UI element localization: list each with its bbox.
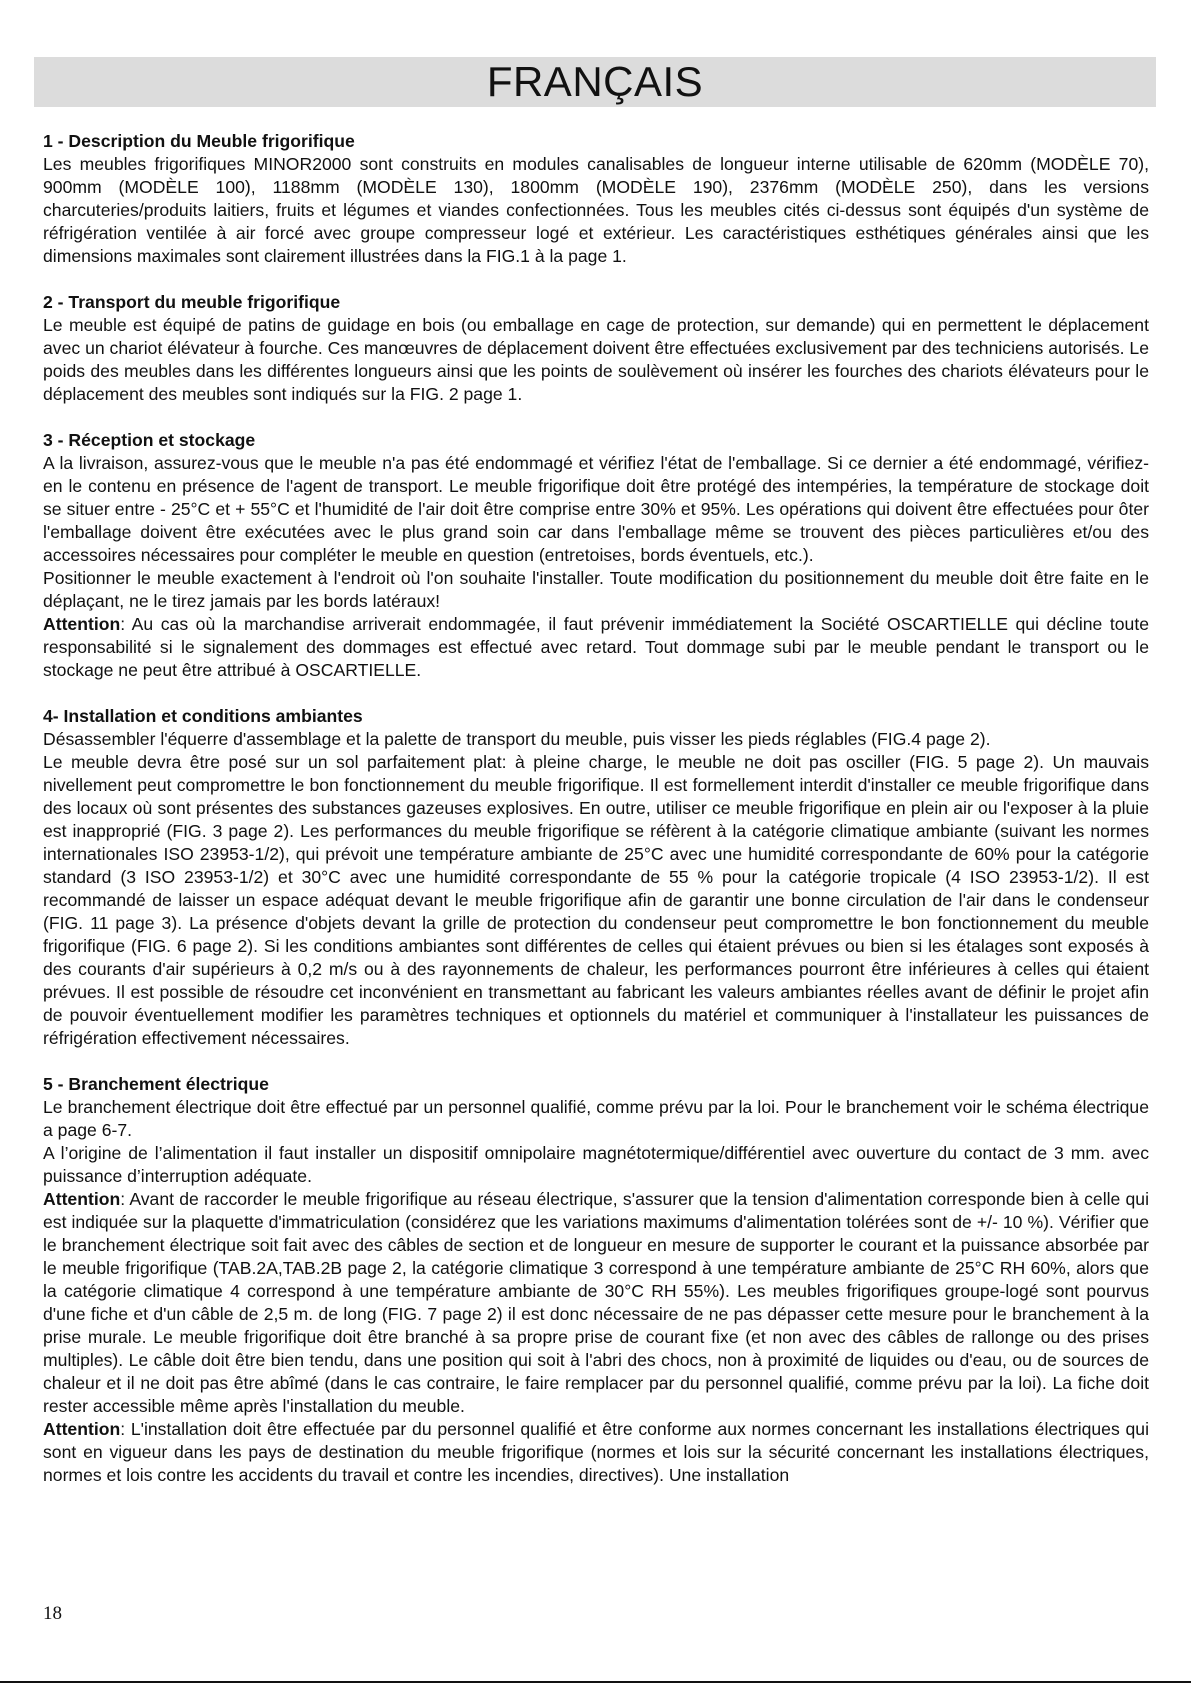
section-heading: 4- Installation et conditions ambiantes — [43, 706, 363, 726]
paragraph: Le meuble est équipé de patins de guidage en bois (ou emballage en cage de protection, sur demande) qui en permettent le déplacement avec un chariot élévateur à fourche. Ces manœuvres de déplacement doivent être effectuées exclusivement par des techniciens autorisés. Le poids des meubles dans les différentes longueurs ainsi que les points de soulèvement où insérer les fourches des chariots élévateurs pour le déplacement des meubles sont indiqués sur la FIG. 2 page 1. — [43, 315, 1149, 404]
bottom-rule — [0, 1681, 1191, 1683]
paragraph: Les meubles frigorifiques MINOR2000 sont construits en modules canalisables de longueur interne utilisable de 620mm (MODÈLE 70), 900mm (MODÈLE 100), 1188mm (MODÈLE 130), 1800mm (MODÈLE 190), 2376mm (MODÈLE 250), dans les versions charcuteries/produits laitiers, fruits et légumes et viandes confectionnées. Tous les meubles cités ci-dessus sont équipés d'un système de réfrigération ventilée à air forcé avec groupe compresseur logé et extérieur. Les caractéristiques esthétiques générales ainsi que les dimensions maximales sont clairement illustrées dans la FIG.1 à la page 1. — [43, 154, 1149, 266]
paragraph: A la livraison, assurez-vous que le meuble n'a pas été endommagé et vérifiez l'état de l'emballage. Si ce dernier a été endommagé, vérifiez-en le contenu en présence de l'agent de transport. Le meuble frigorifique doit être protégé des intempéries, la température de stockage doit se situer entre - 25°C et + 55°C et l'humidité de l'air doit être comprise entre 30% et 95%. Les opérations qui doivent être effectuées pour ôter l'emballage doivent être exécutées avec le plus grand soin car dans l'emballage même se trouvent des pièces particulières et/ou des accessoires nécessaires pour compléter le meuble en question (entretoises, bords éventuels, etc.). — [43, 453, 1149, 565]
attention-paragraph — [43, 1188, 1149, 1418]
attention-label: Attention — [43, 1189, 121, 1209]
section-electrical — [43, 1073, 1149, 1487]
page-title: FRANÇAIS — [486, 58, 704, 105]
section-heading: 3 - Réception et stockage — [43, 430, 256, 450]
section-installation — [43, 705, 1149, 1050]
attention-paragraph — [43, 613, 1149, 682]
attention-text: : Au cas où la marchandise arriverait endommagée, il faut prévenir immédiatement la Société OSCARTIELLE qui décline toute responsabilité si le signalement des dommages est effectué avec retard. Tout dommage subi par le meuble pendant le transport ou le stockage ne peut être attribué à OSCARTIELLE. — [43, 614, 1149, 680]
paragraph: Le branchement électrique doit être effectué par un personnel qualifié, comme prévu par la loi. Pour le branchement voir le schéma électrique a page 6-7. — [43, 1097, 1149, 1140]
language-banner — [34, 57, 1156, 107]
section-heading: 5 - Branchement électrique — [43, 1074, 269, 1094]
paragraph: Le meuble devra être posé sur un sol parfaitement plat: à pleine charge, le meuble ne doit pas osciller (FIG. 5 page 2). Un mauvais nivellement peut compromettre le bon fonctionnement du meuble frigorifique. Il est formellement interdit d'installer ce meuble frigorifique dans des locaux où sont présentes des substances gazeuses explosives. En outre, utiliser ce meuble frigorifique en plein air ou l'exposer à la pluie est inapproprié (FIG. 3 page 2). Les performances du meuble frigorifique se réfèrent à la catégorie climatique ambiante (suivant les normes internationales ISO 23953-1/2), qui prévoit une température ambiante de 25°C avec une humidité correspondante de 60% pour la catégorie standard (3 ISO 23953-1/2) et 30°C avec une humidité correspondante de 55 % pour la catégorie tropicale (4 ISO 23953-1/2). Il est recommandé de laisser un espace adéquat devant le meuble frigorifique afin de garantir une bonne circulation de l'air dans le condenseur (FIG. 11 page 3). La présence d'objets devant la grille de protection du condenseur peut compromettre le bon fonctionnement du meuble frigorifique (FIG. 6 page 2). Si les conditions ambiantes sont différentes de celles qui étaient prévues ou bien si les étalages sont exposés à des courants d'air supérieurs à 0,2 m/s ou à des rayonnements de chaleur, les performances pourront être inférieures à celles qui étaient prévues. Il est possible de résoudre cet inconvénient en transmettant au fabricant les valeurs ambiantes réelles avant de définir le projet afin de pouvoir éventuellement modifier les paramètres techniques et optionnels du matériel et communiquer à l'installateur les puissances de réfrigération effectivement nécessaires. — [43, 752, 1149, 1048]
section-heading: 2 - Transport du meuble frigorifique — [43, 292, 341, 312]
document-body — [43, 130, 1149, 1510]
section-reception — [43, 429, 1149, 682]
section-description — [43, 130, 1149, 268]
attention-label: Attention — [43, 1419, 121, 1439]
attention-text: : L'installation doit être effectuée par du personnel qualifié et être conforme aux normes concernant les installations électriques qui sont en vigueur dans les pays de destination du meuble frigorifique (normes et lois sur la sécurité concernant les installations électriques, normes et lois contre les accidents du travail et contre les incendies, directives). Une installation — [43, 1419, 1149, 1485]
page-number: 18 — [43, 1603, 62, 1624]
paragraph: Positionner le meuble exactement à l'endroit où l'on souhaite l'installer. Toute modification du positionnement du meuble doit être faite en le déplaçant, ne le tirez jamais par les bords latéraux! — [43, 568, 1149, 611]
paragraph: Désassembler l'équerre d'assemblage et la palette de transport du meuble, puis visser les pieds réglables (FIG.4 page 2). — [43, 729, 991, 749]
attention-text: : Avant de raccorder le meuble frigorifique au réseau électrique, s'assurer que la tension d'alimentation corresponde bien à celle qui est indiquée sur la plaquette d'immatriculation (considérez que les variations maximums d'alimentation tolérées sont de +/- 10 %). Vérifier que le branchement électrique soit fait avec des câbles de section et de longueur en mesure de supporter le courant et la puissance absorbée par le meuble frigorifique (TAB.2A,TAB.2B page 2, la catégorie climatique 3 correspond à une température ambiante de 25°C RH 60%, alors que la catégorie climatique 4 correspond à une température ambiante de 30°C RH 55%). Les meubles frigorifiques groupe-logé sont pourvus d'une fiche et d'un câble de 2,5 m. de long (FIG. 7 page 2) il est donc nécessaire de ne pas dépasser cette mesure pour le branchement à la prise murale. Le meuble frigorifique doit être branché à sa propre prise de courant fixe (et non avec des câbles de rallonge ou des prises multiples). Le câble doit être bien tendu, dans une position qui soit à l'abri des chocs, non à proximité de liquides ou d'eau, ou de sources de chaleur et il ne doit pas être abîmé (dans le cas contraire, le faire remplacer par du personnel qualifié, comme prévu par la loi). La fiche doit rester accessible même après l'installation du meuble. — [43, 1189, 1149, 1416]
section-heading: 1 - Description du Meuble frigorifique — [43, 131, 355, 151]
paragraph: A l’origine de l’alimentation il faut installer un dispositif omnipolaire magnétotermique/différentiel avec ouverture du contact de 3 mm. avec puissance d’interruption adéquate. — [43, 1143, 1149, 1186]
attention-label: Attention — [43, 614, 121, 634]
section-transport — [43, 291, 1149, 406]
attention-paragraph — [43, 1418, 1149, 1487]
